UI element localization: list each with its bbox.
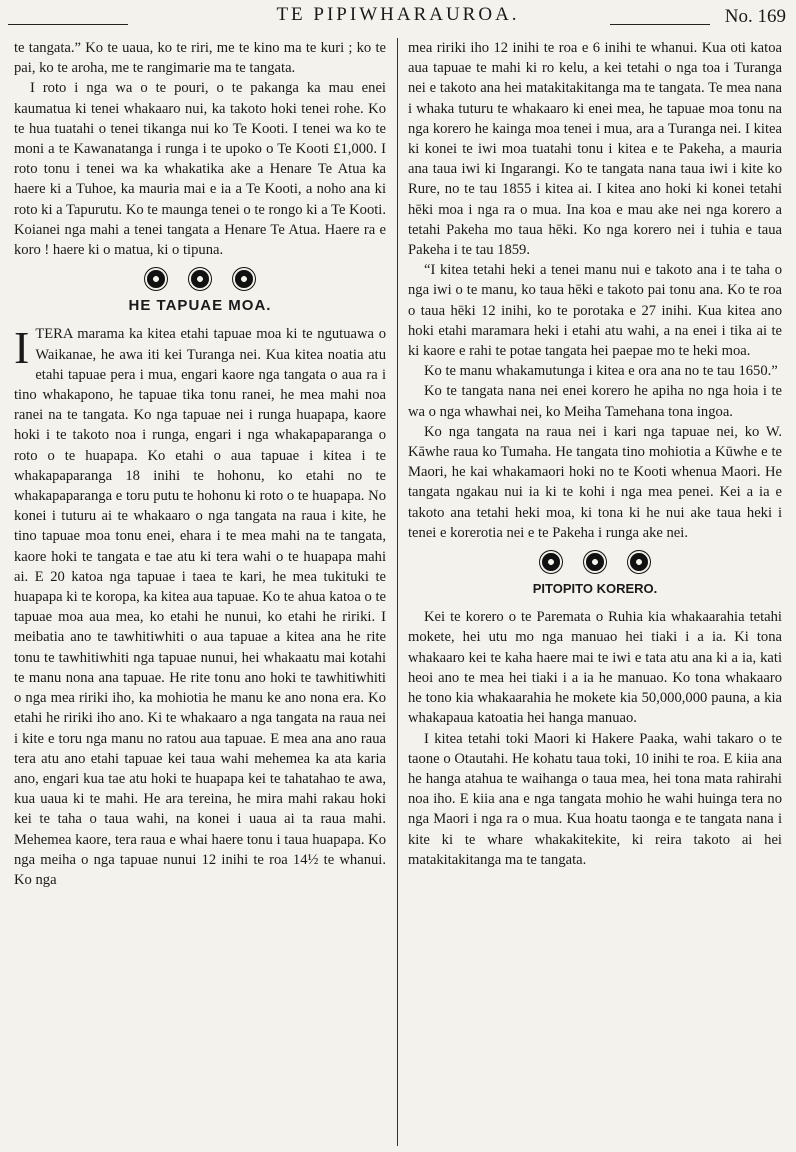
- header-rule-right: [610, 24, 710, 25]
- masthead-title: TE PIPIWHARAUROA.: [276, 4, 520, 25]
- ornament-divider: [408, 553, 782, 571]
- paragraph: Ko nga tangata na raua nei i kari nga tapuae nei, ko W. Kāwhe raua ko Tumaha. He tangata tino mohiotia a Kūwhe e te Maori, he kai whakamaori hoki no te Kooti whenua Maori. He tangata ngakau nui ia ki te kohi i nga mea penei. Kei a ia e takoto ana tetahi heki moa, ki tona ki he nui ake taua heki i tenei e korerotia nei e te Pakeha i runga ake nei.: [408, 423, 782, 541]
- flower-ornament-icon: [630, 553, 648, 571]
- paragraph: Kei te korero o te Paremata o Ruhia kia whakaarahia tetahi mokete, hei utu mo nga manuao hei tiaki i a ia. Ki tona whakaaro kei te kaha haere mai te iwi e tata atu ana ki a ia, kati heoi ano te mea hei tiaki i a ia he manuao. Ko tona whakaaro he tono kia whakaarahia he mokete kia 50,000,000 pauna, a kia whakapaua katoatia hei hanga manuao.: [408, 609, 782, 727]
- paragraph: I kitea tetahi toki Maori ki Hakere Paaka, wahi takaro o te taone o Otautahi. He kohatu taua toki, 10 inihi te roa. E kiia ana he hanga atahua te waihanga o taua mea, hei tona mata rahirahi noa iho. E kiia ana e nga tangata mohio he wahi huinga tera no nga Maori i nga ra o mua. Kua hoatu taonga e te tangata nana i kite ki te whare whakakitekite, ki reira takoto ai hei matakitakitanga ma te tangata.: [408, 730, 782, 868]
- paragraph: I roto i nga wa o te pouri, o te pakanga ka mau enei kaumatua ki tenei whakaaro nui, ka takoto hoki tenei rohe. Ko te hua tuatahi o tenei tikanga nui ko Te Kooti. I tenei wa ko te moni a te Kawanatanga i runga i te upoko o Te Kooti £1,000. I roto tonu i tenei wa ka whakatika ake a Henare Te Atua ka haere ki a Tuhoe, ka mauria mai e ia a Te Kooti, a noho ana ki roto ki a Tapurutu. Ko te maunga tenei o te rongo ki a Te Kooti. Koianei nga mahi a tenei tangata a Henare Te Atua. Haere ra e koro ! haere ki o matua, ki o tipuna.: [14, 80, 386, 259]
- flower-ornament-icon: [147, 270, 165, 288]
- section-heading: PITOPITO KORERO.: [532, 581, 658, 597]
- paragraph-text: TERA marama ka kitea etahi tapuae moa ki te ngutuawa o Waikanae, he awa iti kei Turanga nei. Kua kitea noatia atu etahi tapuae pera i mua, engari kaore nga tangata o aua ra i tino whakapono, he tapuae tika tonu ranei, he mea mahi noa ranei na te tangata. Ko nga tapuae nei i runga huapapa, kaore hoki i te takoto noa i runga, engari i nga whakapaparanga o roto o te huapapa. Ko etahi o aua tapuae i kitea i te whakapaparanga 18 inihi te hohonu, ko etahi no te whakapaparanga e toru putu te hohonu ki roto o te huapapa. No konei i tuturu ai te whakaaro o nga tangata na raua i kite, he tino tapuae moa tonu enei, ehara i te mea mahi na te tangata, kaore hoki te tangata e tae atu ki tera wahi o te huapapa mahi ai. E 20 katoa nga tapuae i taea te kari, he mea tukituki te huapapa ki te koropa, ka kitea aua tapuae. Ko te ahua katoa o te tapuae moa aua mea, ko etahi he nunui, ko etahi he ririki. I meibatia ano te tawhitiwhiti o aua tapuae a kitea ana he rite tonu te tawhitiwhiti nga tapuae nunui, hei whakaatu mai kotahi te manu nona ana tapuae. He rite tonu ano hoki te tawhitiwhiti o nga mea ririki iho, ka mohiotia he manu ke ano nona era. Ko etahi he ririki iho ano. Ki te whakaaro a nga tangata na raua nei i kite e toru nga manu no ratou aua tapuae. E mea ana ano raua tera atu ano etahi tapuae kei taua wahi mehemea ka ata karia ano, engari kua tae atu hoki te huapapa kei te tahatahao te awa, kua uaua ki te mahi. He ara tereina, he mira mahi rakau hoki kei te taha o taua wahi, na konei i uaua ai ta raua mahi. Mehemea kaore, tera raua e whai haere tonu i taua huapapa. Ko nga meiha o nga tapuae nunui 12 inihi te roa 14½ te whanui. Ko nga: [14, 326, 386, 888]
- flower-ornament-icon: [542, 553, 560, 571]
- page-number: No. 169: [724, 6, 786, 27]
- left-column: [14, 38, 386, 1148]
- paragraph: te tangata.” Ko te uaua, ko te riri, me te kino ma te kuri ; ko te pai, ko te aroha, me te rangimarie ma te tangata.: [14, 40, 386, 77]
- page-header: [0, 4, 796, 28]
- flower-ornament-icon: [235, 270, 253, 288]
- paragraph: [14, 324, 386, 890]
- paragraph: Ko te manu whakamutunga i kitea e ora ana no te tau 1650.”: [424, 363, 778, 380]
- flower-ornament-icon: [191, 270, 209, 288]
- drop-cap: I: [14, 322, 30, 374]
- paragraph: mea ririki iho 12 inihi te roa e 6 inihi te whanui. Kua oti katoa aua tapuae te mahi ki ro kelu, a kei tetahi o nga toa i Turanga nei e takoto ana hei matakitakitanga ma te tangata. Te mea nana i whaka tuturu te whakaaro ki enei mea, he tapuae moa tonu na nga korero he kainga moa tenei i mua, ara a Turanga nei. I kitea ki konei te iwi moa tuatahi tonu i kitea e te Pakeha, a mauria ana taua iwi ki Ingarangi. Ko te tangata nana taua iwi i kite ko Rure, no te tau 1855 i kitea ai. I kitea ano hoki ki konei tetahi hēki moa i nga ra o mua. Ina koa e mau ake nei nga korero a tetahi Pakeha mo taua hēki. Ko nga korero nei i tuhia e taua Pakeha i te tau 1859.: [408, 40, 782, 259]
- paragraph: Ko te tangata nana nei enei korero he apiha no nga hoia i te wa o nga whawhai nei, ko Meiha Tamehana tona ingoa.: [408, 383, 782, 420]
- flower-ornament-icon: [586, 553, 604, 571]
- paragraph: “I kitea tetahi heki a tenei manu nui e takoto ana i te taha o nga iwi o te manu, ko taua hēki e takoto pai tonu ana. Ko te roa o taua hēki 12 inihi, ko te porotaka e 27 inihi. Kua kitea ano hoki etahi maramara heki i etahi atu wahi, a na enei i tika ai te ki kaore e rahi te potae tangata hei paepae mo te heki moa.: [408, 262, 782, 360]
- column-divider: [397, 38, 398, 1146]
- right-column: [408, 38, 782, 1148]
- ornament-divider: [14, 270, 386, 288]
- article-heading: HE TAPUAE MOA.: [128, 297, 272, 315]
